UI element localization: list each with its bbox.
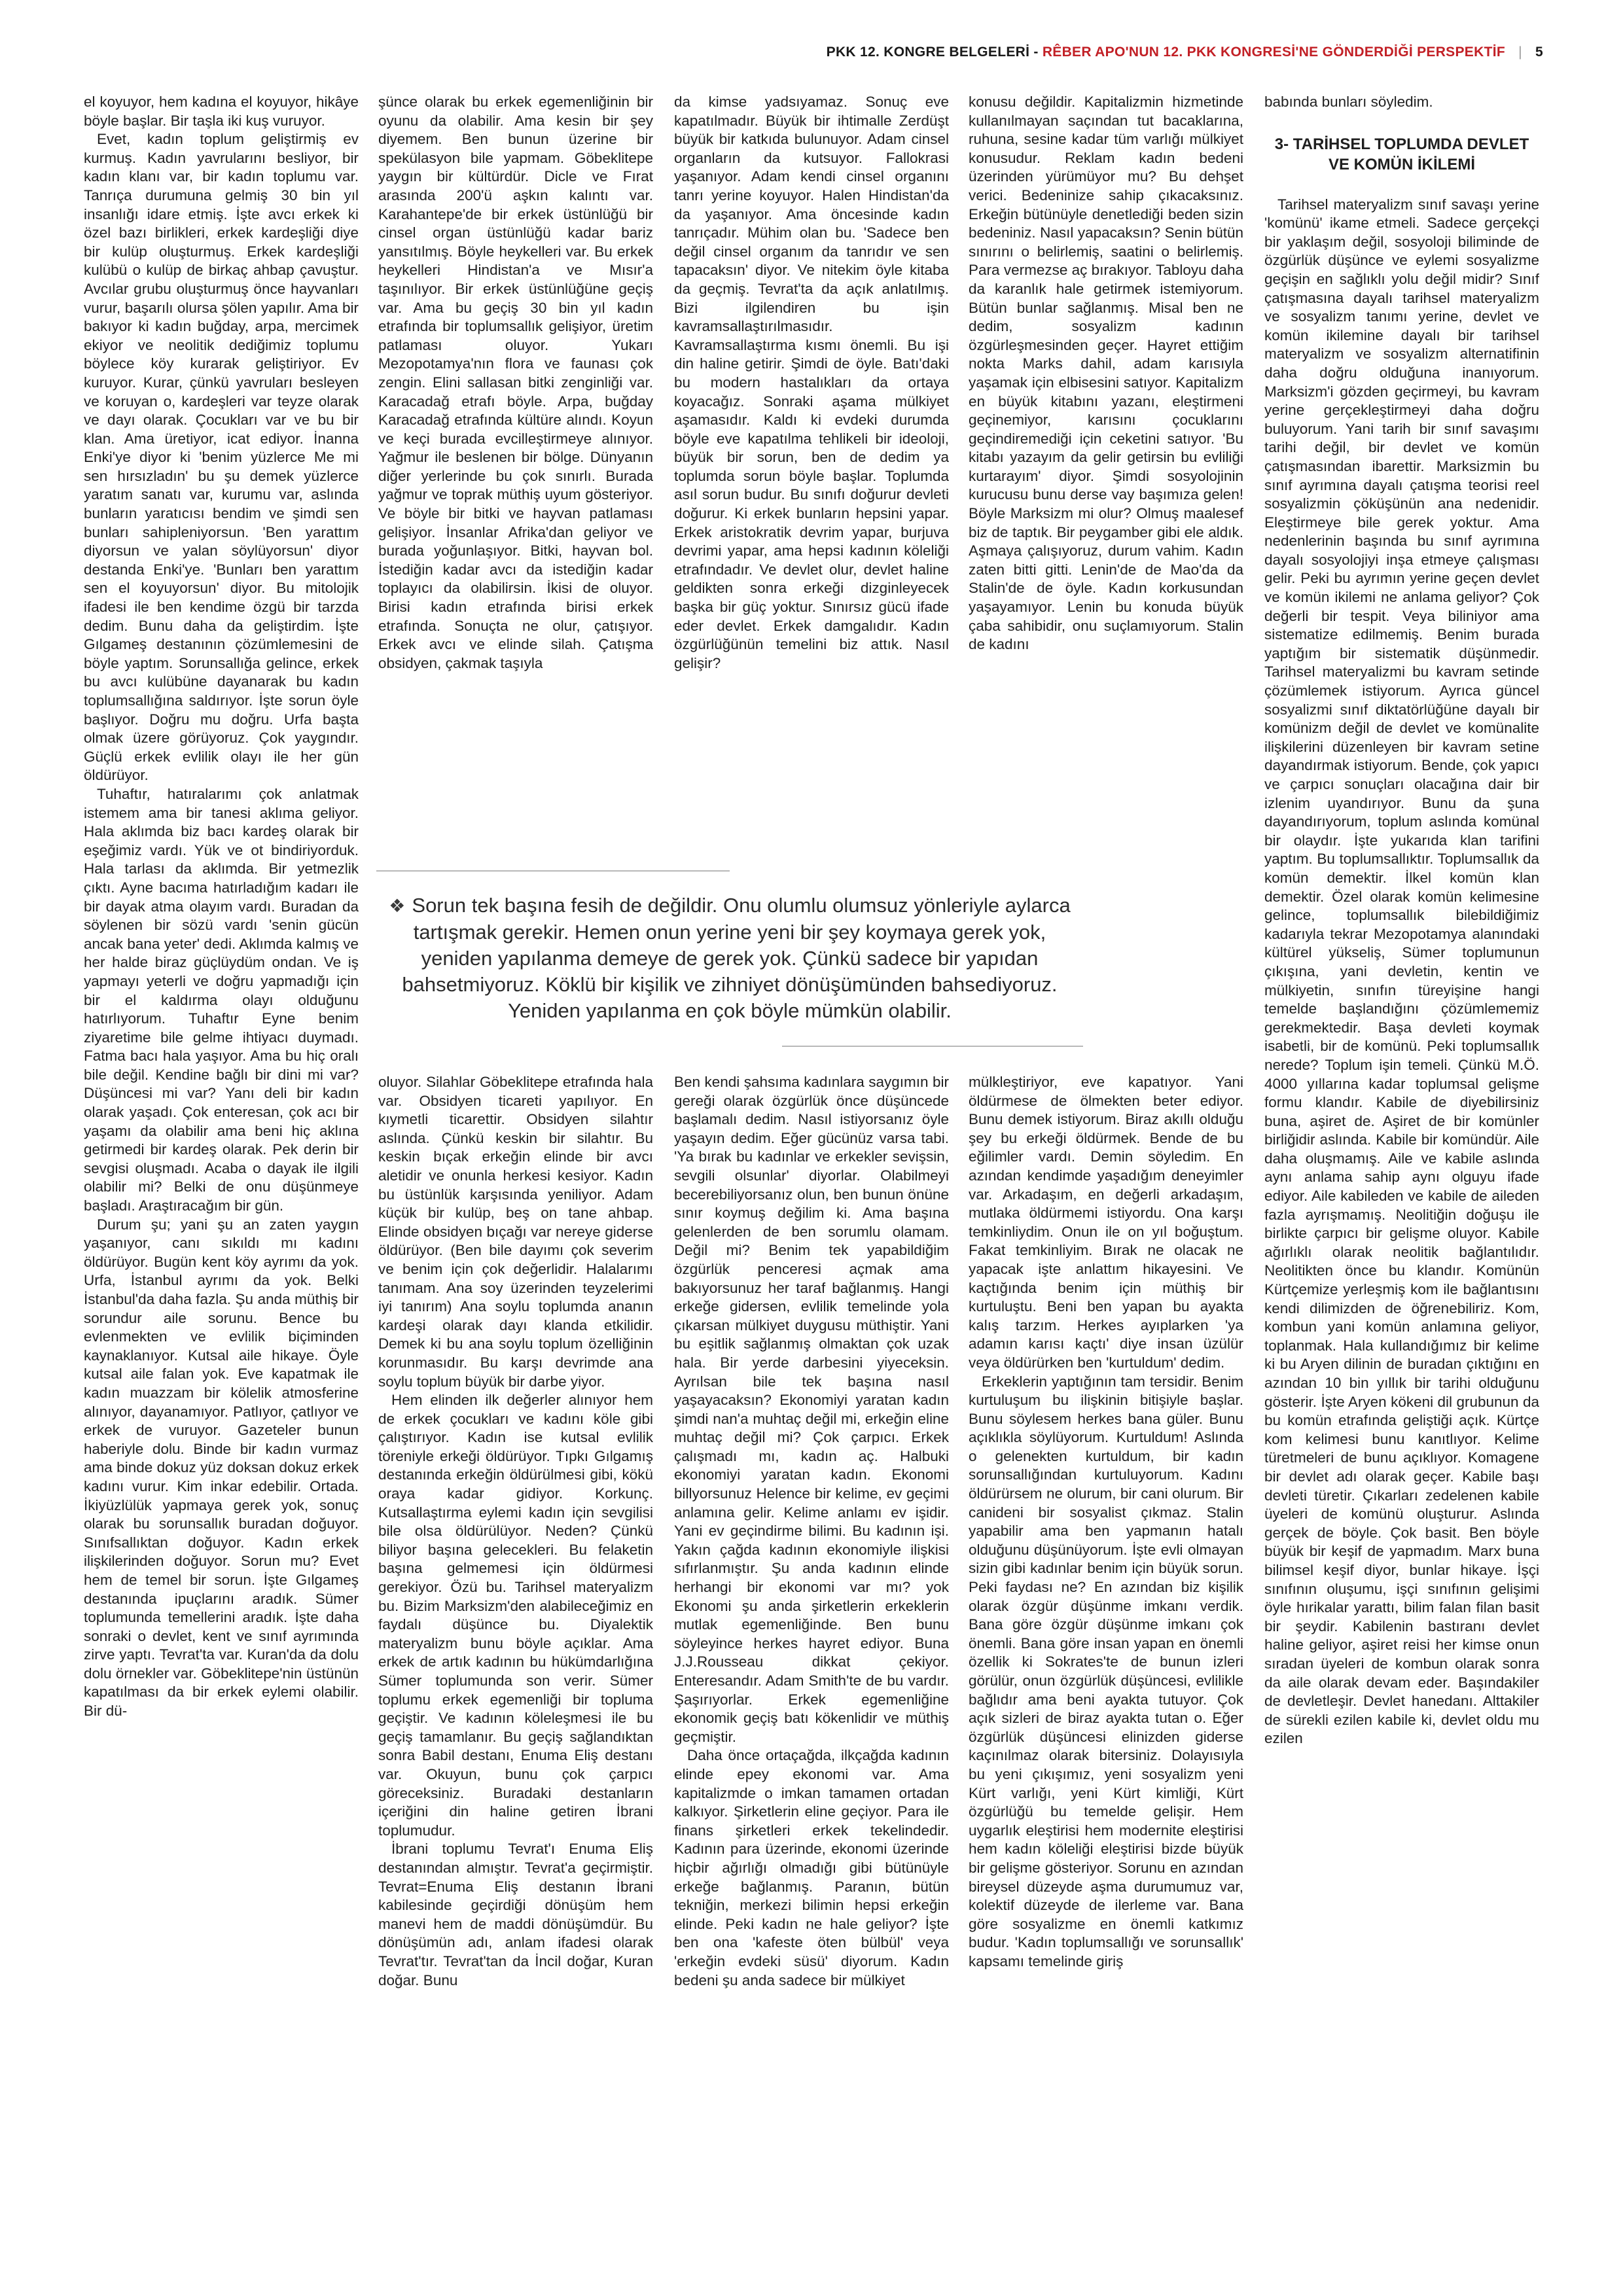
paragraph: babında bunları söyledim. — [1264, 94, 1433, 110]
paragraph: oluyor. Silahlar Göbeklitepe etrafında hala var. Obsidyen ticareti yapılıyor. En kıymetli ticarettir. Obsidyen silahtır aslında. Çünkü keskin bir silahtır. Bu keskin bıçak erkeğin elinde bir avcı aletidir ve onunla herkesi kesiyor. Kadın bu üstünlük karşısında yeniliyor. Adam küçük bir kulüp, beş on tane ahbap. Elinde obsidyen bıçağı var nereye giderse öldürüyor. (Ben bile dayımı çok severim ve benim için çok değerlidir. Halalarımı tanımam. Ana soy üzerinden teyzelerimi iyi tanırım) Ana soylu toplumda ananın kardeşi olarak dayı klanda etkilidir. Demek ki bu ana soylu toplum özelliğinin korunmasıdır. Bu karşı devrimde ana soylu toplum büyük bir darbe yiyor. — [378, 1074, 653, 1390]
pull-quote-top-rule — [376, 870, 730, 872]
paragraph: Hem elinden ilk değerler alınıyor hem de erkek çocukları ve kadını köle gibi çalıştırıyor. Kadın ise kutsal evlilik töreniyle erkeği öldürüyor. Tıpkı Gılgamış destanında erkeğin öldürülmesi gibi, kökü oraya kadar gidiyor. Korkunç. Kutsallaştırma eylemi kadın için sevgilisi bile olsa öldürülüyor. Neden? Çünkü biliyor başına gelecekleri. Bu felaketin başına gelmemesi için öldürmesi gerekiyor. Özü bu. Tarihsel materyalizm bu. Bizim Marksizm'den alabileceğimiz en faydalı düşünce bu. Diyalektik materyalizm bunu böyle açıklar. Ama erkek de artık kadının bu hükümdarlığına Sümer toplumunda son verir. Sümer toplumu erkek egemenliği bir topluma geçiştir. Ve kadının köleleşmesi ile bu geçiş tamamlanır. Bu geçiş sağlandıktan sonra Babil destanı, Enuma Eliş destanı var. Okuyun, bunu çok çarpıcı göreceksiniz. Buradaki destanların içeriğini din haline getiren İbrani toplumudur. — [378, 1392, 653, 1839]
column-5 — [1264, 93, 1539, 2259]
paragraph: Tuhaftır, hatıralarımı çok anlatmak istemem ama bir tanesi aklıma geliyor. Hala aklımda biz bacı kardeş olarak bir eşeğimiz vardı. Yük ve ot bindiriyorduk. Hala tarlası da aklımda. Bir yetmezlik çıktı. Ayne bacıma hatırladığım kadarı ile bir dayak atma olayım vardı. Buradan da söylenen bir sözü vardı 'senin gücün ancak bana yeter' dedi. Aklımda kalmış ve her halde biraz güçlüydüm ondan. Ve iş yapmayı yeterli ve doğru yapmadığı için bir el kaldırma olayı olduğunu hatırlıyorum. Tuhaftır Eyne benim ziyaretime bile gelme ihtiyacı duymadı. Fatma bacı hala yaşıyor. Ama bu hiç oralı bile değil. Kendine bağlı bir dini mi var? Düşüncesi mi var? Yanı deli bir kadın olarak yaşadı. Çok enteresan, çok acı bir yaşamı da olabilir ama beni hiç aklına getirmedi bir kardeş olarak. Pek derin bir sevgisi oluşmadı. Acaba o dayak ile ilgili olabilir mi? Belki de onu düşünmeye başladı. Araştıracağım bir gün. — [84, 785, 359, 1214]
paragraph: mülkleştiriyor, eve kapatıyor. Yani öldürmese de ölmekten beter ediyor. Bunu demek istiyorum. Biraz akıllı olduğu şey bu erkeği öldürmek. Bende de bu eğilimler vardı. Demin söyledim. En azından kendimde yaşadığım deneyimler var. Arkadaşım, en değerli arkadaşım, mutlaka öldürmemi istiyordu. Ona karşı temkinliydim. Onun ile on yıl boğuştum. Fakat temkinliyim. Bırak ne olacak ne yapacak işte anlattım hikayesini. Ve kaçtığında benim için müthiş bir kurtuluştu. Beni ben yapan bu ayakta kalış tarzım. Herkes ayıplarken 'ya adamın karısı kaçtı' diye insan üzülür veya öldürürken ben 'kurtuldum' dedim. — [969, 1074, 1243, 1371]
paragraph: da kimse yadsıyamaz. Sonuç eve kapatılmadır. Büyük bir ihtimalle Zerdüşt büyük bir katkıda bulunuyor. Adam cinsel organların da kutsuyor. Fallokrasi yaşanıyor. Adam kendi cinsel organını tanrı yerine koyuyor. Halen Hindistan'da da yaşanıyor. Ama öncesinde kadın tanrıçadır. Mühim olan bu. 'Sadece ben değil cinsel organım da tanrıdır ve sen tapacaksın' diyor. Ve nitekim öyle kitaba da geçmiş. Tevrat'ta da açık anlatılmış. Bizi ilgilendiren bu işin kavramsallaştırılmasıdır. Kavramsallaştırma kısmı önemli. Bu işi din haline getirir. Şimdi de öyle. Batı'daki bu modern hastalıkları da ortaya koyacağız. Sonraki aşama mülkiyet aşamasıdır. Kaldı ki evdeki durumda böyle eve kapatılma tehlikeli bir ideoloji, büyük bir sorun, ben de dedim ya toplumda sorun böyle başlar. Toplumda asıl sorun budur. Bu sınıfı doğurur devleti doğurur. Ki erkek bunların hepsini yapar. Erkek aristokratik devrim yapar, burjuva devrimi yapar, ama hepsi kadının köleliği etrafındadır. Ve devlet olur, devlet haline geldikten sonra erkeği dizginleyecek başka bir güç yoktur. Sınırsız gücü ifade eder devlet. Erkek damgalıdır. Kadın özgürlüğünün temelini biz attık. Nasıl gelişir? — [674, 94, 949, 671]
paragraph: Daha önce ortaçağda, ilkçağda kadının elinde epey ekonomi var. Ama kapitalizmde o imkan tamamen ortadan kalkıyor. Şirketlerin eline geçiyor. Para ile finans şirketleri erkek tekelindedir. Kadının para üzerinde, ekonomi üzerinde hiçbir ağırlığı olmadığı gibi bütünüyle erkeğe bağlanmış. Paranın, bütün tekniğin, merkezi bilimin hepsi erkeğin elinde. Peki kadın ne hale geliyor? İşte ben ona 'kafeste öten bülbül' veya 'erkeğin evdeki süsü' diyorum. Kadın bedeni şu anda sadece bir mülkiyet — [674, 1747, 949, 1988]
column-2-top — [378, 93, 653, 844]
section-heading: 3- TARİHSEL TOPLUMDA DEVLET VE KOMÜN İKİLEMİ — [1274, 135, 1529, 173]
column-4-bottom — [969, 1073, 1243, 2259]
header-publication: PKK 12. KONGRE BELGELERİ - — [826, 44, 1039, 60]
diamond-bullet-icon: ❖ — [389, 896, 406, 916]
paragraph: İbrani toplumu Tevrat'ı Enuma Eliş destanından almıştır. Tevrat'a geçirmiştir. Tevrat=Enuma Eliş destanın İbrani kabilesinde geçirdiği dönüşüm hem manevi hem de maddi dönüşümdür. Bu dönüşümün adı, anlam ifadesi olarak Tevrat'tır. Tevrat'tan da İncil doğar, Kuran doğar. Bunu — [378, 1841, 653, 1988]
pull-quote-text: Sorun tek başına fesih de değildir. Onu olumlu olumsuz yönleriyle aylarca tartışmak gerekir. Hemen onun yerine yeni bir şey koymaya gerek yok, yeniden yapılanma demeye de gerek yok. Çünkü sadece bir yapıdan bahsetmiyoruz. Köklü bir kişilik ve zihniyet dönüşümünden bahsediyoruz. Yeniden yapılanma en çok böyle mümkün olabilir. — [402, 894, 1071, 1022]
column-3-bottom — [674, 1073, 949, 2259]
pull-quote-bottom-rule — [782, 1046, 1083, 1047]
column-2-bottom — [378, 1073, 653, 2259]
paragraph: el koyuyor, hem kadına el koyuyor, hikâye böyle başlar. Bir taşla iki kuş vuruyor. — [84, 94, 359, 129]
pull-quote — [376, 870, 1083, 1047]
pull-quote-text-block — [376, 892, 1083, 1024]
header-separator: | — [1518, 44, 1522, 60]
page-header — [84, 38, 1543, 77]
paragraph: şünce olarak bu erkek egemenliğinin bir oyunu da olabilir. Ama kesin bir şey diyemem. Ben bunun üzerine bir spekülasyon bile yapmam. Göbeklitepe yaygın bir kültürdür. Dicle ve Fırat arasında 200'ü aşkın kalıntı var. Karahantepe'de bir erkek üstünlüğü bir cinsel organ üstünlüğü kadar bariz yansıtılmış. Böyle heykelleri var. Bu erkek heykelleri Hindistan'a ve Mısır'a taşınılıyor. Bir erkek üstünlüğüne geçiş var. Ama bu geçiş 30 bin yıl kadın etrafında bir toplumsallık gelişiyor, üretim patlaması oluyor. Yukarı Mezopotamya'nın flora ve faunası çok zengin. Elini sallasan bitki zenginliği var. Karacadağ etrafı böyle. Arpa, buğday Karacadağ etrafında kültüre alındı. Koyun ve keçi burada evcilleştirmeye alınıyor. Yağmur ile beslenen bir bölge. Dünyanın diğer yerlerinde bu çok sınırlı. Burada yağmur ve toprak müthiş uyum gösteriyor. Ve böyle bir bitki ve hayvan patlaması gelişiyor. İnsanlar Afrika'dan geliyor ve burada yoğunlaşıyor. Bitki, hayvan bol. İstediğin kadar avcı da istediğin kadar toplayıcı da olabilirsin. İkisi de oluyor. Birisi kadın etrafında birisi erkek etrafında. Sonuçta ne olur, çatışıyor. Erkek avcı ve elinde silah. Çatışma obsidyen, çakmak taşıyla — [378, 94, 653, 671]
page-number: 5 — [1535, 44, 1543, 60]
column-1 — [84, 93, 359, 2259]
paragraph: Tarihsel materyalizm sınıf savaşı yerine 'komünü' ikame etmeli. Sadece gerçekçi bir yaklaşım değil, sosyoloji biliminde de özgürlük düşünce ve eylemi sosyalizme geçişin en sağlıklı yolu değil midir? Sınıf çatışmasına dayalı tarihsel materyalizm ve sosyalizm tanımı yerine, devlet ve komün ikilemine dayalı bir tarihsel materyalizm ve sosyalizm alternatifinin daha doğru olduğuna inanıyorum. Marksizm'i gözden geçirmeyi, bu kavram yerine gerçekleştirmeyi daha doğru buluyorum. Yani tarih bir sınıf savaşımı tarihi değil, bir devlet ve komün çatışmasından ibarettir. Marksizmin bu sınıf ayrımına dayalı çatışma teorisi reel sosyalizmin çöküşünün ana nedenidir. Eleştirmeye bile gerek yoktur. Ama nedenlerinin başında bu sınıf ayrımına dayalı sosyolojiyi inşa etmeye çalışması gelir. Peki bu ayrımın yerine geçen devlet ve komün ikilemi ne anlama geliyor? Çok değerli bir tespit. Veya biliniyor ama sistematize edilmemiş. Benim burada yaptığım bir sistematik düşünmedir. Tarihsel materyalizmi bu kavram setinde çözümlemek istiyorum. Ayrıca güncel sosyalizmi sınıf diktatörlüğüne dayalı bir komünizm değil de devlet ve komünalite ilişkilerini düzenleyen bir kavram setine dayandırmak istiyorum. Bende, çok yapıcı ve çarpıcı sonuçları olacağına dair bir izlenim uyandırıyor. Bunu da şuna dayandırıyorum, toplum aslında komünal bir olaydır. İşte yukarıda klan tarifini yaptım. Bu toplumsallıktır. Toplumsallık da komün demektir. İlkel komün klan demektir. Özel olarak komün kelimesine gelince, toplumsallık bilebildiğimiz kadarıyla tekrar Mezopotamya alanındaki kültürel yükseliş, Sümer toplumunun çıkışına, yani devletin, kentin ve mülkiyetin, sınıfın türeyişine hangi temelde başlandığını çözümlememiz gerekmektedir. Başa devleti koymak isabetli, bir de komünü. Peki toplumsallık nerede? Toplum işin temeli. Çünkü M.Ö. 4000 yıllarına kadar toplumsal gelişme formu klandır. Kabile de diyebilirsiniz buna, aşiret de. Aşiret de bir komünler birliğidir aslında. Kabile bir komündür. Aile daha oluşmamış. Aile ve kabile aslında aynı anlama sahip aynı olguyu ifade ediyor. Aile kabileden ve kabile de aileden fazla ayrışmamış. Neolitiğin doğuşu ile birlikte çarpıcı bir gelişme oluyor. Kabile ağırlıklı olarak neolitik bağlantılıdır. Neolitikten önce bu klandır. Komünün Kürtçemize yerleşmiş kom ile bağlantısını kendi dilimizden de öğrenebiliriz. Kom, kombun yani komün anlamına geliyor, toplanmak. Hala kullandığımız bir kelime ki bu Aryen dilinin de buradan çıktığını en azından 10 bin yıllık bir tarihi olduğunu gösterir. İşte Aryen kökeni dil grubunun da bu komün etrafında geliştiği açık. Kürtçe kom kelimesi bunu kanıtlıyor. Kelime türetmeleri de bunu açıklıyor. Komagene bir devlet adı olarak geçer. Kabile başı devleti türetir. Çıkarları zedelenen kabile üyeleri de komünü oluşturur. Aslında gerçek de böyle. Çok basit. Ben böyle büyük bir keşif de yapmadım. Marx buna bilimsel keşif diyor, bunlar hikaye. İşçi sınıfının oluşumu, işçi sınıfının gelişimi öyle hırikalar yarattı, bilim falan filan basit bir şeydir. Kabilenin bastıranı devlet haline geliyor, aşiret reisi her kimse onun sıradan üyeleri de kombun olarak sonra da aile olarak devam eder. Başındakiler de devletleşir. Devlet hanedanı. Alttakiler de sürekli ezilen kabile ki, devlet oldu mu ezilen — [1264, 196, 1539, 1747]
paragraph: Ben kendi şahsıma kadınlara saygımın bir gereği olarak özgürlük önce düşüncede başlamalı dedim. Nasıl istiyorsanız öyle yaşayın dedim. Eğer gücünüz varsa tabi. 'Ya bırak bu kadınlar ve erkekler sevişsin, sevgili olsunlar' diyorlar. Olabilmeyi becerebiliyorsanız olun, ben bunun önüne sınır koymuş değilim ki. Ama başına gelenlerden de ben sorumlu olamam. Değil mi? Benim tek yapabildiğim özgürlük penceresi açmak ama bakıyorsunuz her taraf bağlanmış. Hangi erkeğe gidersen, evlilik temelinde yola çıkarsan mülkiyet duygusu müthiştir. Yani bu eşitlik sağlanmış olmaktan çok uzak hala. Bir yerde darbesini yiyeceksin. Ayrılsan bile tek başına nasıl yaşayacaksın? Ekonomiyi yaratan kadın şimdi nan'a muhtaç değil mi, erkeğin eline muhtaç değil mi? Çok çarpıcı. Erkek çalışmadı mı, kadın aç. Halbuki ekonomiyi yaratan kadın. Ekonomi billyorsunuz Helence bir kelime, ev geçimi anlamına gelir. Kelime anlamı ev işidir. Yani ev geçindirme bilimi. Bu kadının işi. Yakın çağda kadının ekonomiyle ilişkisi sıfırlanmıştır. Şu anda kadının elinde herhangi bir ekonomi var mı? yok Ekonomi şu anda şirketlerin erkeklerin mutlak egemenliğinde. Ben bunu söyleyince herkes hayret ediyor. Buna J.J.Rousseau dikkat çekiyor. Enteresandır. Adam Smith'te de bu vardır. Şaşırıyorlar. Erkek egemenliğine ekonomik geçiş batı kökenlidir ve müthiş geçmiştir. — [674, 1074, 949, 1745]
paragraph: Evet, kadın toplum geliştirmiş ev kurmuş. Kadın yavrularını besliyor, bir kadın klanı var, bir kadın toplumu var. Tanrıça durumuna gelmiş 30 bin yıl insanlığı idare etmiş. İşte avcı erkek ki özel bazı birlikleri, erkek kardeşliği diye bir kulüp oluşturmuş. Erkek kardeşliği kulübü o kulüp de birkaç ahbap çavuştur. Avcılar grubu oluşturmuş önce hayvanları vurur, başarılı olursa şölen yapılır. Ama bir bakıyor ki kadın buğday, arpa, mercimek ekiyor ve neolitik dediğimiz toplumu böylece köy kurarak geliştiriyor. Ev kuruyor. Kurar, çünkü yavruları besleyen ve koruyan o, kardeşleri var teyze olarak ve dayı olarak. Çocukları var ve bu bir klan. Ama üretiyor, icat ediyor. İnanna Enki'ye diyor ki 'benim yüzlerce Me mi sen hırsızladın' bu şu demek yüzlerce yaratım sanatı var, kurumu var, aslında bunların yaratıcısı bendim ve şimdi sen bunları sahipleniyorsun. 'Ben yarattım diyorsun ve yalan söylüyorsun' diyor destanda Enki'ye. 'Bunları ben yarattım sen el koyuyorsun' diyor. Bu mitolojik ifadesi ile ben kendime özgü bir tarzda dedim. Bunu daha da geliştirdim. İşte Gılgameş destanının çözümlemesini de böyle yaptım. Sorunsallığa gelince, erkek bu avcı kulübüne dayanarak bu kadın toplumsallığına saldırıyor. İşte sorun öyle başlıyor. Doğru mu doğru. Urfa başta olmak üzere görüyoruz. Çok yaygındır. Güçlü erkek evlilik olayı ile her gün öldürüyor. — [84, 131, 359, 784]
column-3-top — [674, 93, 949, 844]
header-section-title: RÊBER APO'NUN 12. PKK KONGRESİ'NE GÖNDERDİĞİ PERSPEKTİF — [1042, 44, 1505, 60]
column-4-top — [969, 93, 1243, 844]
paragraph: Durum şu; yani şu an zaten yaygın yaşanıyor, canı sıkıldı mı kadını öldürüyor. Bugün kent köy ayrımı da yok. Urfa, İstanbul ayrımı da yok. Belki İstanbul'da daha fazla. Şu anda müthiş bir sorundur aile sorunu. Bence bu evlenmekten ve evlilik biçiminden kaynaklanıyor. Kutsal aile hikaye. Öyle kutsal aile falan yok. Eve kapatmak ile kadın muazzam bir kölelik atmosferine alınıyor, dayanamıyor. Patlıyor, çatlıyor ve erkek de vuruyor. Gazeteler bunun haberiyle dolu. Binde bir kadın vurmaz ama binde dokuz yüz doksan dokuz erkek kadını vurur. Kim inkar edebilir. Ortada. İkiyüzlülük yapmaya gerek yok, sonuç olarak bu sorunsallık buradan doğuyor. Sınıfsallıktan doğuyor. Kadın erkek ilişkilerinden doğuyor. Sorun mu? Evet hem de temel bir sorun. İşte Gılgameş destanında ipuçlarını aradık. Sümer toplumunda temellerini aradık. İşte daha sonraki o devlet, kent ve sınıf ayrımında zirve yaptı. Tevrat'ta var. Kuran'da da dolu dolu örnekler var. Göbeklitepe'nin üstünün kapatılması da bir erkek eylemi olabilir. Bir dü- — [84, 1216, 359, 1720]
paragraph: Erkeklerin yaptığının tam tersidir. Benim kurtuluşum bu ilişkinin bitişiyle başlar. Bunu söylesem herkes bana güler. Bunu açıklıkla söylüyorum. Kurtuldum! Aslında o gelenekten kurtuldum, bir kadın sorunsallığından kurtuluyorum. Kadını öldürürsem ne olurum, bir cani olurum. Bir canideni bir sosyalist çıkmaz. Stalin yapabilir ama ben yapmanın hatalı olduğunu düşünüyorum. İşte evli olmayan sizin gibi kadınlar benim için büyük sorun. Peki faydası ne? En azından biz kişilik olarak özgür düşünme imkanı verdik. Bana göre özgür düşünme imkanı çok önemli. Bana göre insan yapan en önemli özellik ki Sokrates'te de bunun izleri görülür, onun özgürlük düşüncesi, evlilikle bağlıdır ama beni ayakta tutuyor. Çok açık sizleri de biraz ayakta tutan o. Eğer özgürlük düşüncesi elinizden giderse kaçınılmaz olarak bitersiniz. Dolayısıyla bu yeni çıkışımız, yeni sosyalizm yeni Kürt varlığı, yeni Kürt kimliği, Kürt özgürlüğü bu temelde gelişir. Hem uygarlık eleştirisi hem modernite eleştirisi hem kadın köleliği eleştirisi bizde büyük bir gelişme gösteriyor. Sorunu en azından bireysel düzeyde aşma durumumuz var, kolektif düzeyde de ilerleme var. Bana göre sosyalizme en önemli katkımız budur. 'Kadın toplumsallığı ve sorunsallık' kapsamı temelinde giriş — [969, 1373, 1243, 1969]
paragraph: konusu değildir. Kapitalizmin hizmetinde kullanılmayan saçından tut bacaklarına, ruhuna, sesine kadar tüm varlığı mülkiyet konusudur. Reklam kadın bedeni üzerinden yürümüyor mu? Bu dehşet verici. Bedeninize sahip çıkacaksınız. Erkeğin bütünüyle denetlediği beden sizin bedeniniz. Nasıl yapacaksın? Senin bütün sınırını o belirlemiş, saatini o belirlemiş. Para vermezse aç bırakıyor. Tabloyu daha da karanlık hale getirmek istemiyorum. Bütün bunlar sağlanmış. Misal ben ne dedim, sosyalizm kadının özgürleşmesinden geçer. Hayret ettiğim nokta Marks dahil, adam karısıyla yaşamak için elbisesini satıyor. Kapitalizm en büyük kitabını yazanı, eleştirmeni geçinemiyor, karısını çocuklarını geçindiremediği için ceketini satıyor. 'Bu kitabı yazayım da gelir getirsin bu evliliği kurtarayım' diyor. Şimdi sosyolojinin kurucusu bunu derse vay başımıza gelen! Böyle Marksizm mi olur? Olmuş maalesef biz de taptık. Bir peygamber gibi ele aldık. Aşmaya çalışıyoruz, durum vahim. Kadın zaten bitti gitti. Lenin'de de Mao'da da Stalin'de de öyle. Kadın korkusundan yaşayamıyor. Lenin bu konuda büyük çaba sahibidir, onu suçlamıyorum. Stalin de kadını — [969, 94, 1243, 653]
running-header — [827, 44, 1543, 60]
